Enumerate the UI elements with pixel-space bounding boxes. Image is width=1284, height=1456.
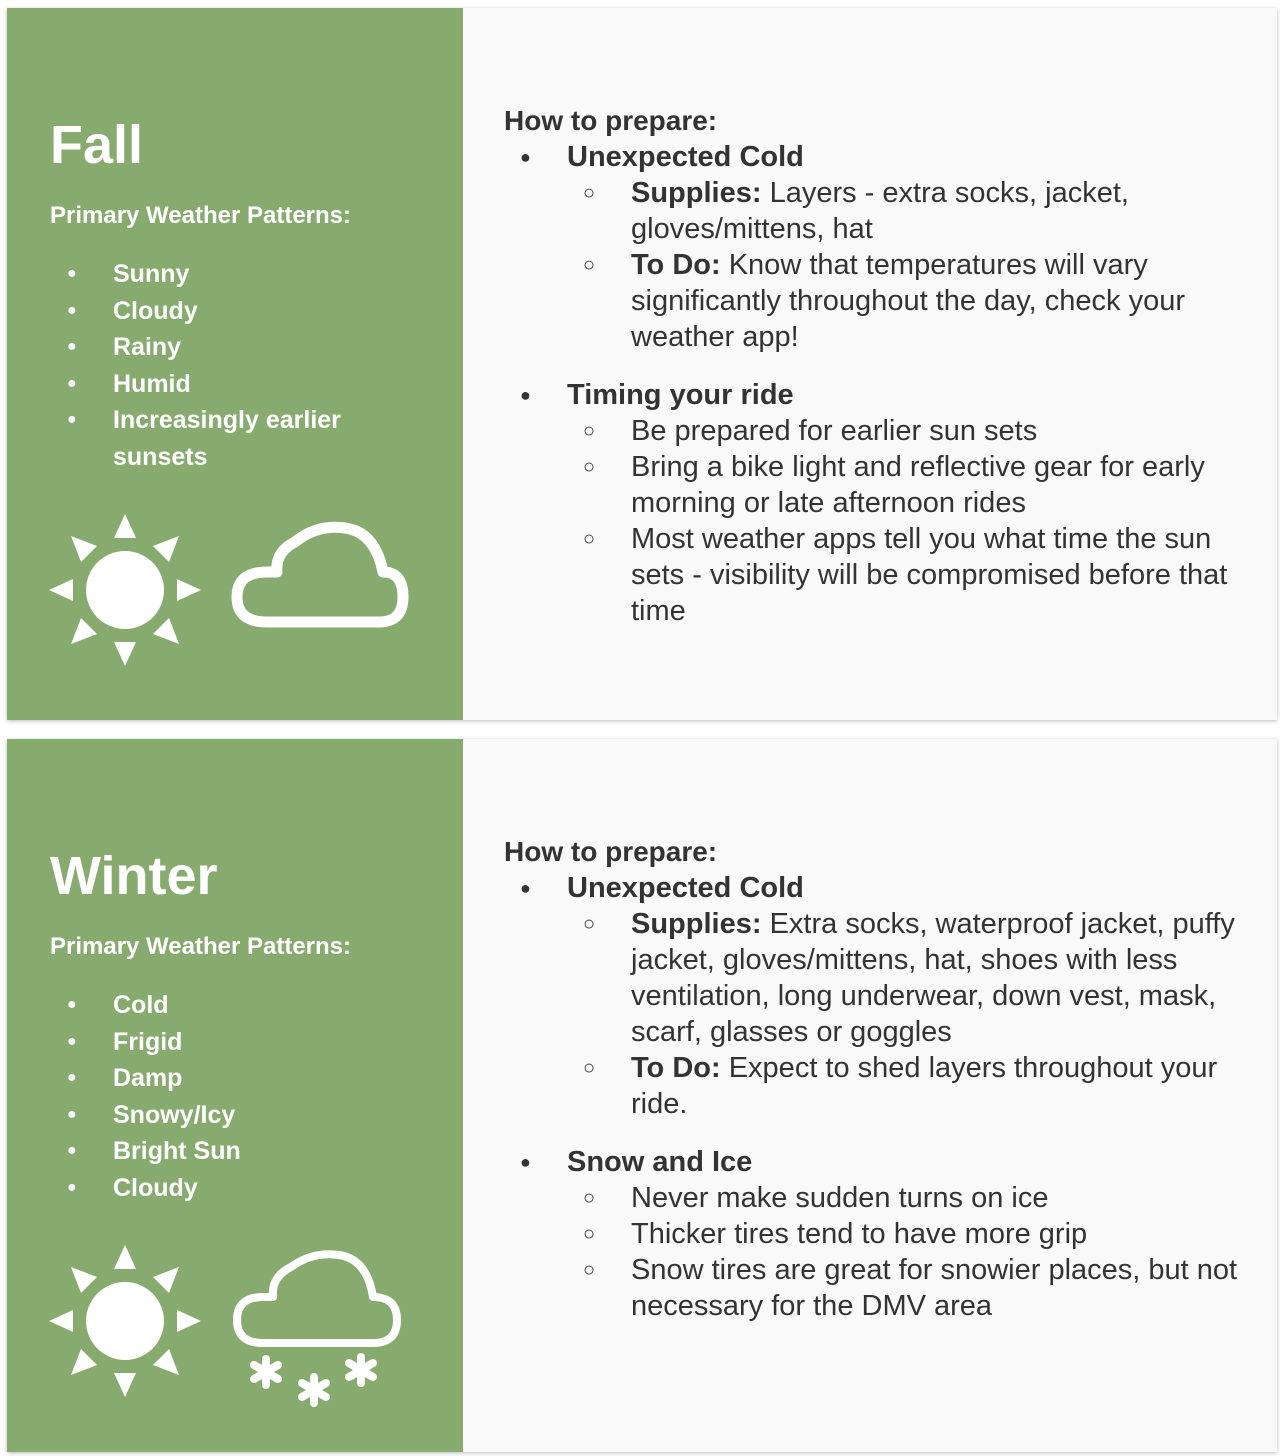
item-label: Supplies: [631, 908, 762, 940]
list-item: ● Humid [113, 366, 413, 403]
list-item [567, 139, 1247, 355]
sub-list [567, 906, 1247, 1122]
weather-icons [7, 1235, 463, 1425]
season-panel [7, 739, 463, 1452]
list-item: ○ Never make sudden turns on ice [631, 1180, 1247, 1216]
item-text: Layers - extra socks, jacket, gloves/mittens, hat [631, 177, 1129, 245]
list-item: ● Cloudy [113, 1170, 413, 1207]
list-item: ● Snowy/Icy [113, 1097, 413, 1134]
patterns-heading: Primary Weather Patterns: [50, 202, 352, 229]
snow-cloud-icon [237, 1254, 397, 1403]
list-item: ○ Thicker tires tend to have more grip [631, 1216, 1247, 1252]
list-item: ○ Snow tires are great for snowier places, but not necessary for the DMV area [631, 1252, 1247, 1324]
section-title: ● Unexpected Cold [567, 872, 804, 904]
item-text: Expect to shed layers throughout your ride. [631, 1052, 1218, 1120]
list-item: ○ Be prepared for earlier sun sets [631, 413, 1247, 449]
prepare-heading: How to prepare: [504, 105, 718, 136]
section-title: ● Timing your ride [567, 379, 794, 411]
prepare-list [567, 870, 1247, 1346]
cloud-icon [237, 527, 403, 622]
patterns-heading: Primary Weather Patterns: [50, 933, 352, 960]
prepare-list [567, 139, 1247, 651]
sub-list [567, 413, 1247, 629]
list-item [567, 870, 1247, 1122]
list-item [631, 175, 1247, 247]
list-item: ● Bright Sun [113, 1133, 413, 1170]
item-text: Extra socks, waterproof jacket, puffy jacket, gloves/mittens, hat, shoes with less ventilation, long underwear, down vest, mask, scarf, glasses or goggles [631, 908, 1235, 1048]
sub-list [567, 175, 1247, 355]
list-item: ● Rainy [113, 329, 413, 366]
sun-icon [49, 1245, 201, 1397]
slide-winter [7, 739, 1277, 1452]
list-item: ● Sunny [113, 256, 413, 293]
item-label: Supplies: [631, 177, 762, 209]
slide-fall [7, 8, 1277, 720]
prepare-heading: How to prepare: [504, 836, 718, 867]
list-item [567, 1144, 1247, 1324]
sub-list [567, 1180, 1247, 1324]
prepare-panel [463, 739, 1277, 1452]
list-item: ● Cold [113, 987, 413, 1024]
list-item [631, 247, 1247, 355]
item-label: To Do: [631, 249, 721, 281]
list-item [631, 906, 1247, 1050]
list-item: ○ Most weather apps tell you what time the sun sets - visibility will be compromised before that time [631, 521, 1247, 629]
season-panel [7, 8, 463, 720]
season-title: Fall [50, 115, 144, 175]
list-item [631, 1050, 1247, 1122]
sun-icon [49, 514, 201, 666]
list-item [567, 377, 1247, 629]
weather-icons [7, 504, 463, 684]
list-item: ● Increasingly earlier sunsets [113, 402, 413, 475]
season-title: Winter [50, 846, 218, 906]
list-item: ● Damp [113, 1060, 413, 1097]
section-title: ● Unexpected Cold [567, 141, 804, 173]
list-item: ● Cloudy [113, 293, 413, 330]
item-text: Know that temperatures will vary significantly throughout the day, check your weather app! [631, 249, 1186, 353]
section-title: ● Snow and Ice [567, 1146, 753, 1178]
weather-patterns-list [113, 987, 413, 1207]
weather-patterns-list [113, 256, 413, 476]
prepare-panel [463, 8, 1277, 720]
list-item: ● Frigid [113, 1024, 413, 1061]
list-item: ○ Bring a bike light and reflective gear for early morning or late afternoon rides [631, 449, 1247, 521]
item-label: To Do: [631, 1052, 721, 1084]
